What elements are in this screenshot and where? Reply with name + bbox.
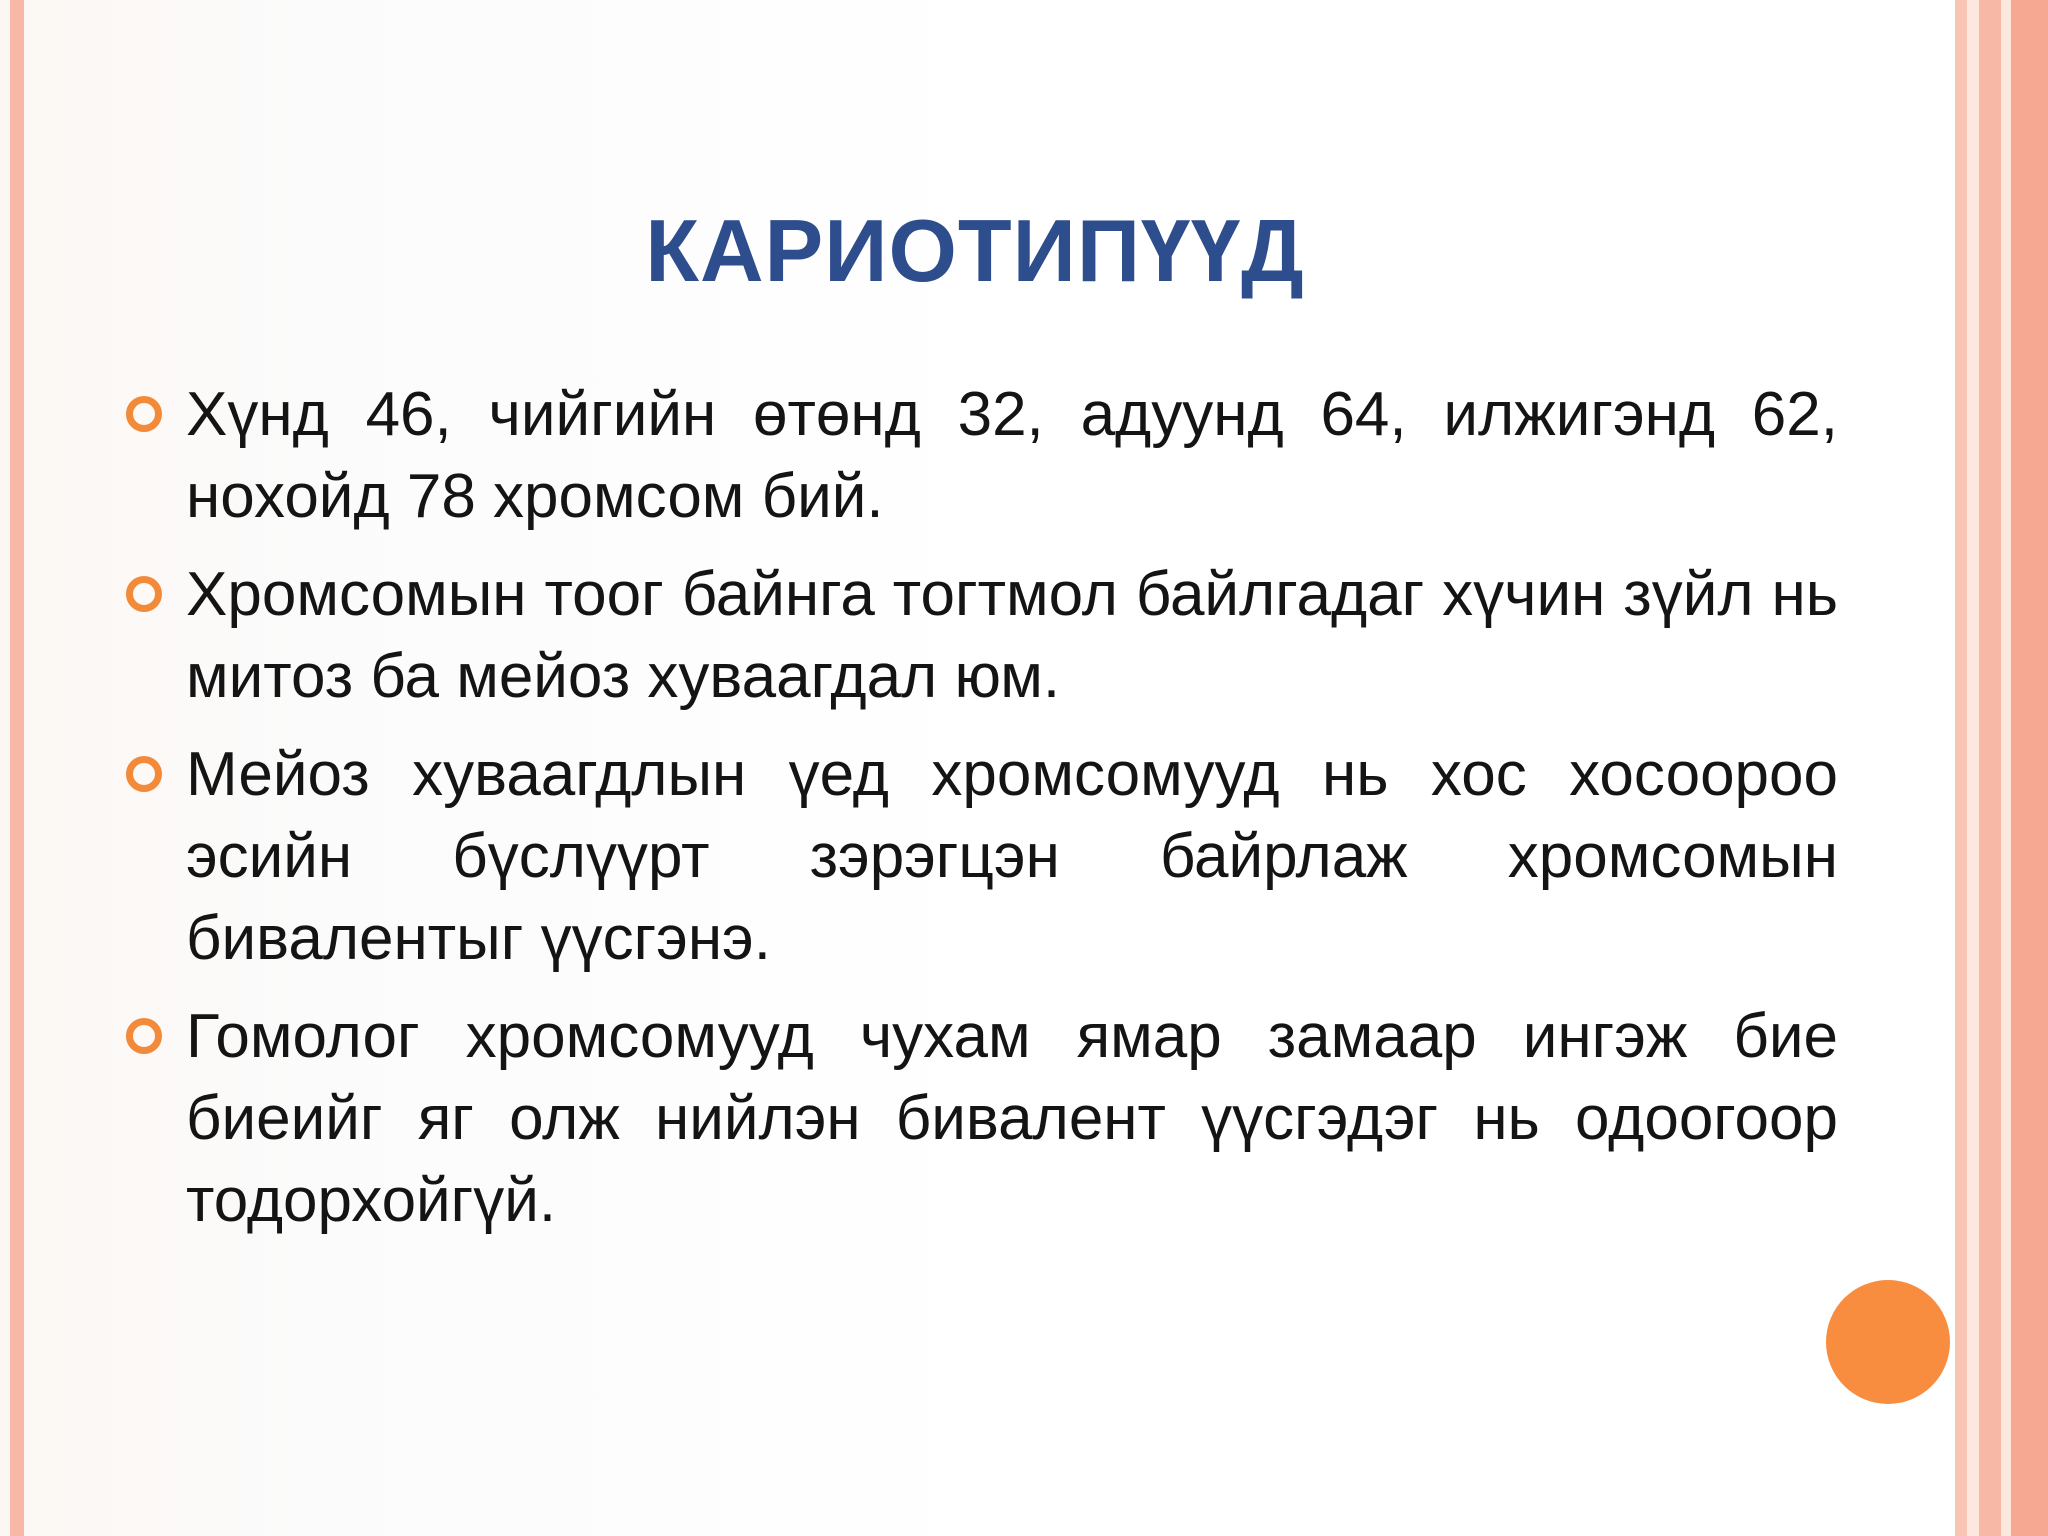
- right-frame-band-1: [1955, 0, 1967, 1536]
- right-frame-band-2: [1967, 0, 1979, 1536]
- bullet-item: [126, 374, 1838, 538]
- slide-title: КАРИОТИПҮҮД: [645, 201, 1305, 300]
- bullet-text: Мейоз хуваагдлын үед хромсомууд нь хос хосоороо эсийн бүслүүрт зэрэгцэн байрлаж хромсомын бивалентыг үүсгэнэ.: [186, 740, 1838, 973]
- bullet-list: [126, 374, 1838, 1258]
- bullet-circle-icon: [126, 576, 162, 612]
- bullet-item: [126, 996, 1838, 1242]
- bullet-text: Гомолог хромсомууд чухам ямар замаар ингэж бие биеийг яг олж нийлэн бивалент үүсгэдэг нь одоогоор тодорхойгүй.: [186, 1002, 1838, 1235]
- bullet-circle-icon: [126, 1018, 162, 1054]
- bullet-item: [126, 734, 1838, 980]
- right-frame-band-3: [1979, 0, 2001, 1536]
- bullet-text: Хүнд 46, чийгийн өтөнд 32, адуунд 64, илжигэнд 62, нохойд 78 хромсом бий.: [186, 380, 1838, 531]
- bullet-item: [126, 554, 1838, 718]
- bullet-circle-icon: [126, 396, 162, 432]
- right-frame-band-4: [2001, 0, 2011, 1536]
- right-frame-band-5: [2011, 0, 2048, 1536]
- decorative-orange-circle-icon: [1826, 1280, 1950, 1404]
- bullet-circle-icon: [126, 756, 162, 792]
- bullet-text: Хромсомын тоог байнга тогтмол байлгадаг хүчин зүйл нь митоз ба мейоз хуваагдал юм.: [186, 560, 1838, 711]
